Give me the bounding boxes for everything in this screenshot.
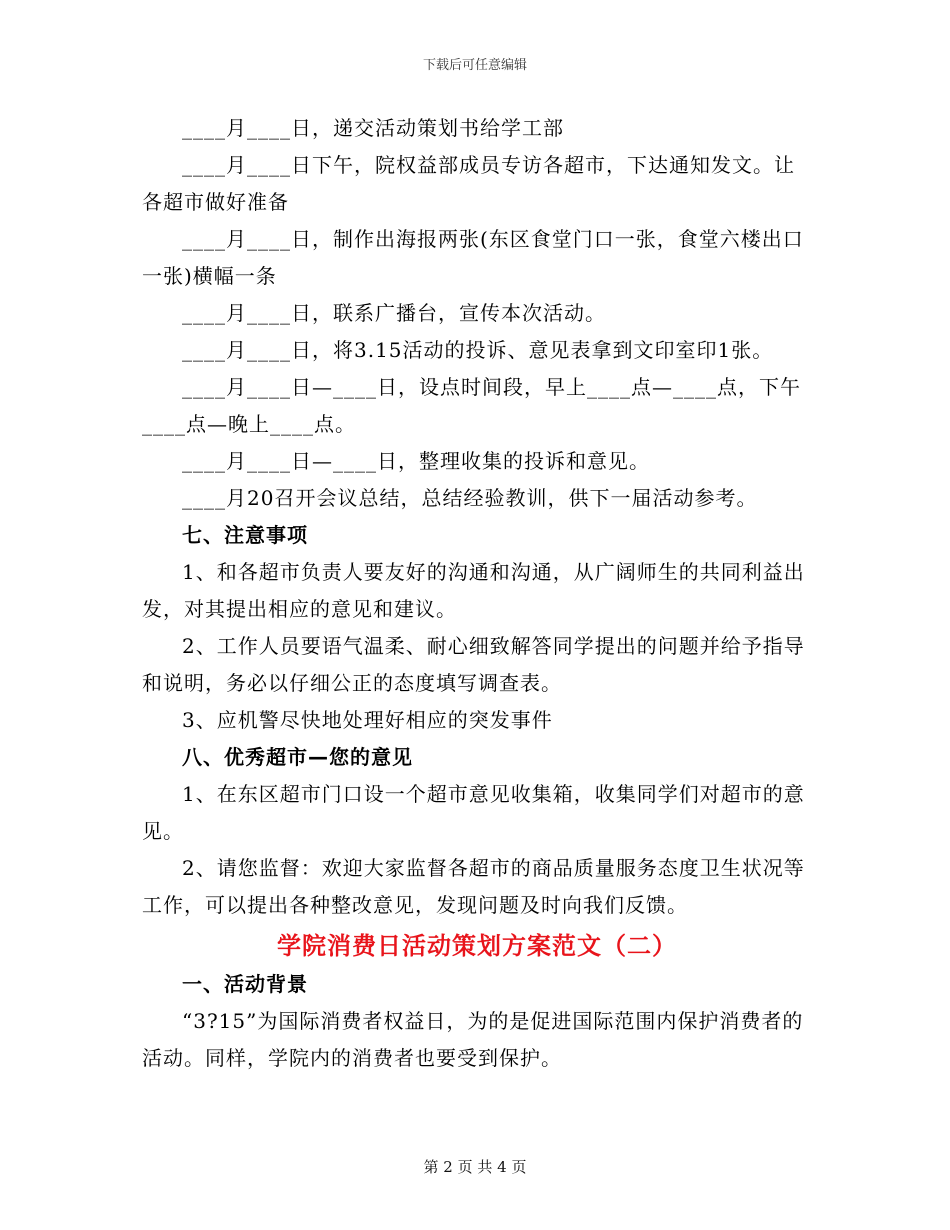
paragraph-schedule-4: ____月____日，联系广播台，宣传本次活动。 <box>182 301 606 325</box>
background-paragraph: “3?15”为国际消费者权益日，为的是促进国际范围内保护消费者的活动。同样，学院内的消费者也要受到保护。 <box>142 1009 804 1070</box>
paragraph-schedule-6: ____月____日—____日，设点时间段，早上____点—____点，下午____点—晚上____点。 <box>142 375 801 436</box>
document-title-2: 学院消费日活动策划方案范文（二） <box>277 932 677 960</box>
paragraph-schedule-3: ____月____日，制作出海报两张(东区食堂门口一张，食堂六楼出口一张)横幅一条 <box>142 227 804 288</box>
notes-item-3: 3、应机警尽快地处理好相应的突发事件 <box>182 708 553 732</box>
paragraph-schedule-7: ____月____日—____日，整理收集的投诉和意见。 <box>182 449 650 473</box>
paragraph-schedule-8: ____月20召开会议总结，总结经验教训，供下一届活动参考。 <box>182 486 758 510</box>
document-body <box>142 110 812 1077</box>
notes-item-2: 2、工作人员要语气温柔、耐心细致解答同学提出的问题并给予指导和说明，务必以仔细公正的态度填写调查表。 <box>142 634 805 695</box>
page-footer: 第 2 页 共 4 页 <box>423 1158 527 1176</box>
section-heading-opinions: 八、优秀超市—您的意见 <box>182 745 413 769</box>
paragraph-schedule-1: ____月____日，递交活动策划书给学工部 <box>182 116 564 140</box>
section-heading-background: 一、活动背景 <box>182 972 308 996</box>
paragraph-schedule-2: ____月____日下午，院权益部成员专访各超市，下达通知发文。让各超市做好准备 <box>142 153 795 214</box>
page-header: 下载后可任意编辑 <box>422 58 527 73</box>
notes-item-1: 1、和各超市负责人要友好的沟通和沟通，从广阔师生的共同利益出发，对其提出相应的意见和建议。 <box>142 560 805 621</box>
opinions-item-2: 2、请您监督：欢迎大家监督各超市的商品质量服务态度卫生状况等工作，可以提出各种整改意见，发现问题及时向我们反馈。 <box>142 856 805 917</box>
paragraph-schedule-5: ____月____日，将3.15活动的投诉、意见表拿到文印室印1张。 <box>182 338 774 362</box>
section-heading-notes: 七、注意事项 <box>182 523 308 547</box>
opinions-item-1: 1、在东区超市门口设一个超市意见收集箱，收集同学们对超市的意见。 <box>142 782 805 843</box>
